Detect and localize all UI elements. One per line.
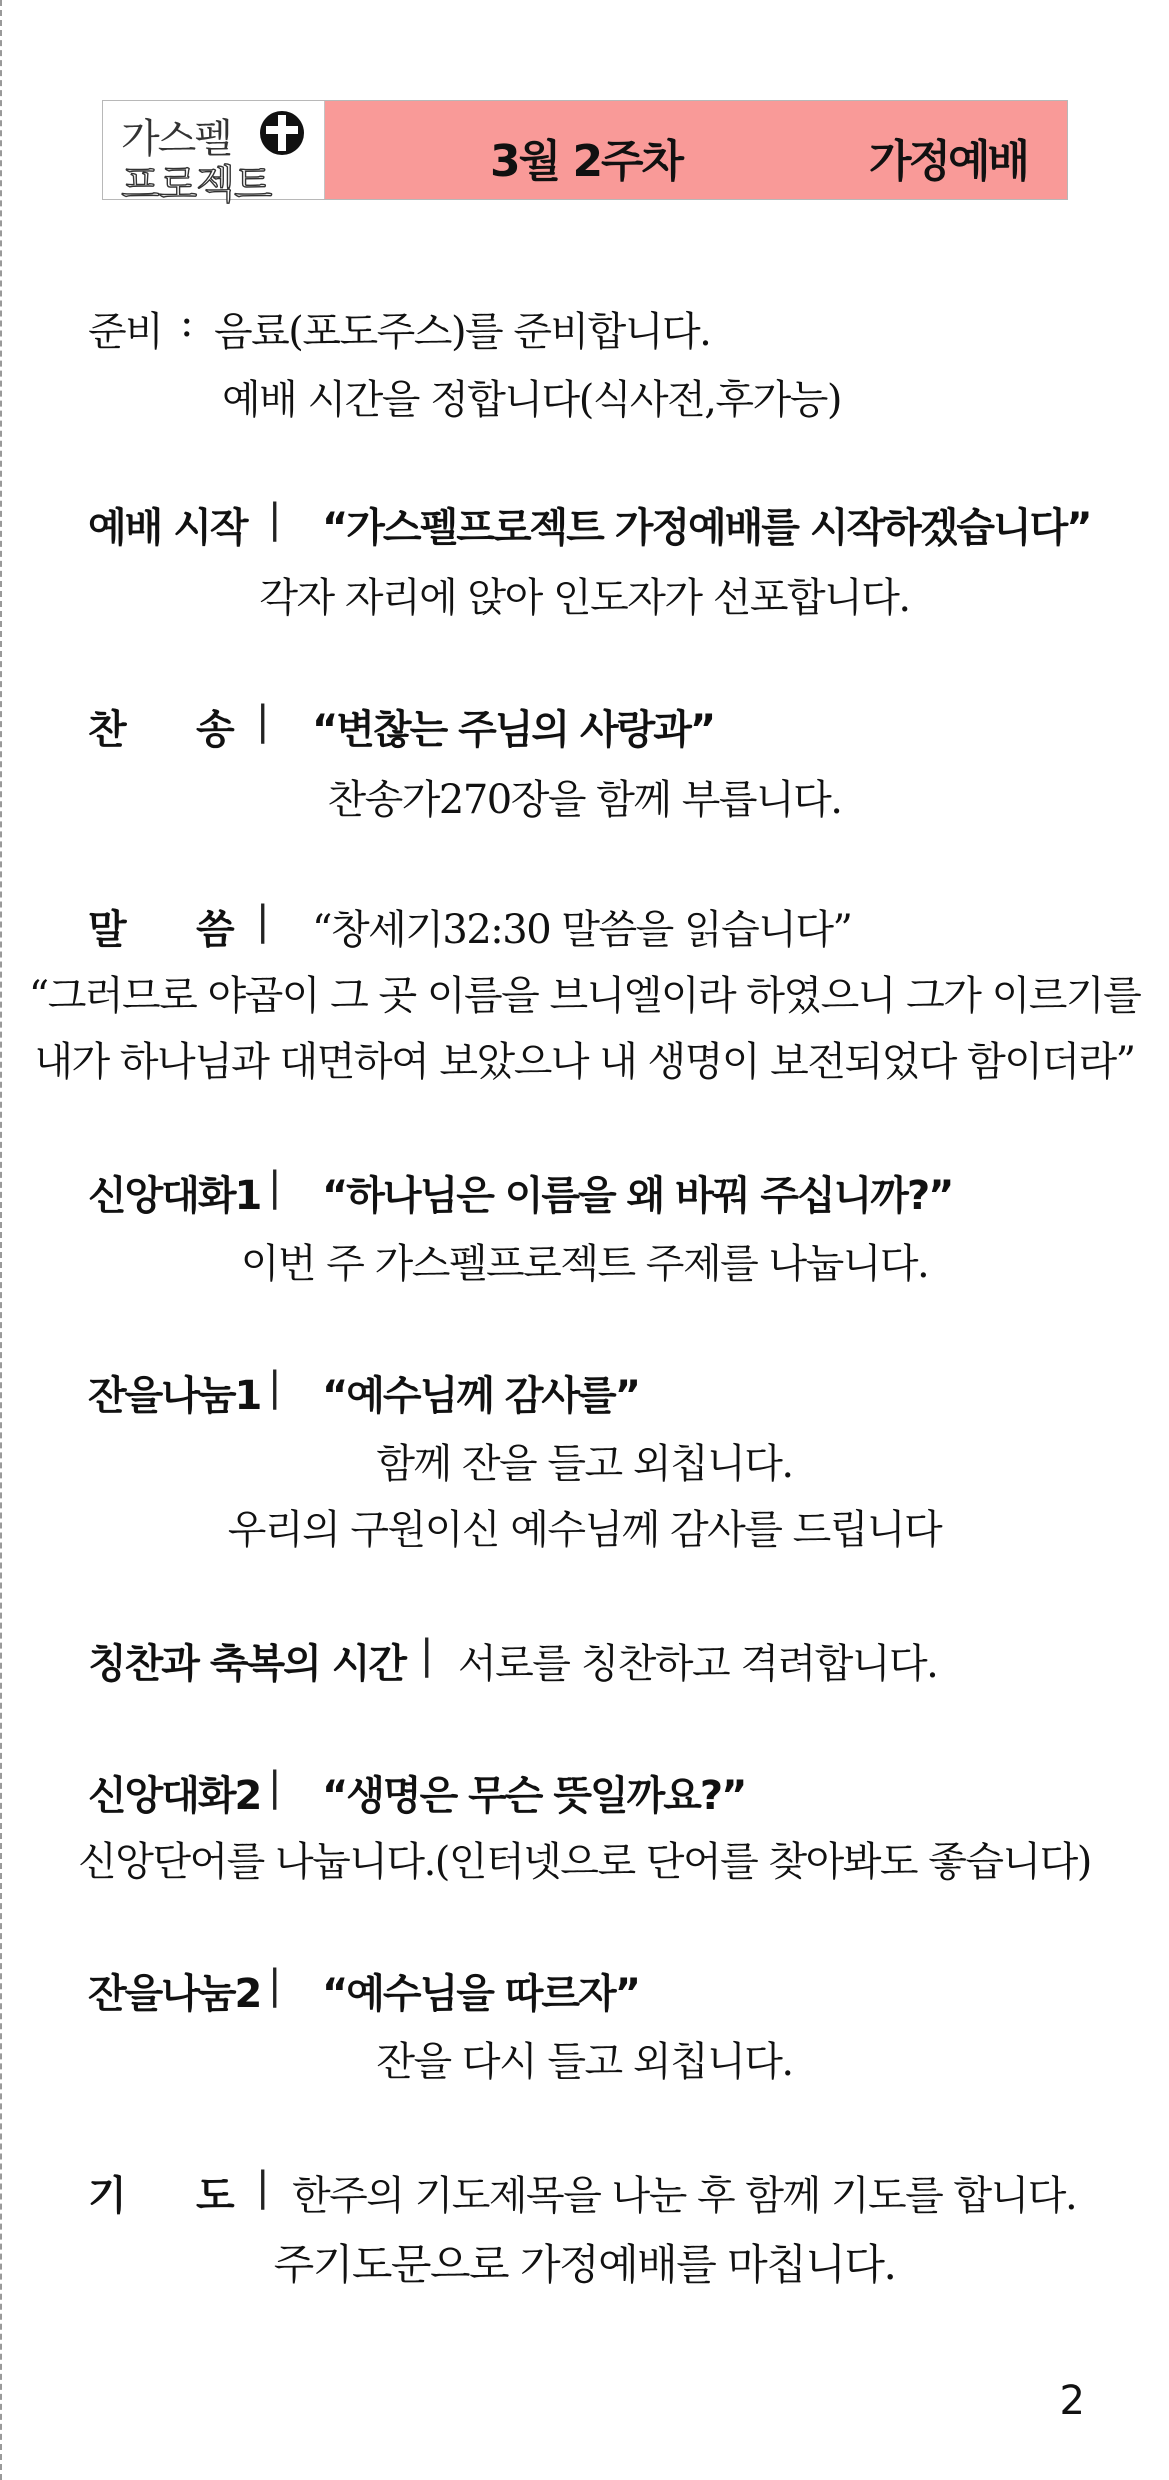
word-separator: | bbox=[256, 898, 270, 944]
cup1-quote: “예수님께 감사를” bbox=[322, 1373, 639, 1419]
prayer-separator: | bbox=[256, 2164, 270, 2210]
cup2-line1: 잔을 다시 들고 외칩니다. bbox=[376, 2039, 793, 2085]
prayer-label-1: 기 bbox=[88, 2173, 125, 2219]
word-quote: “창세기32:30 말씀을 읽습니다” bbox=[312, 907, 852, 953]
hymn-label-2: 송 bbox=[196, 707, 233, 753]
cup2-label: 잔을나눔2 bbox=[88, 1971, 261, 2017]
praise-label: 칭찬과 축복의 시간 bbox=[88, 1641, 405, 1687]
prayer-line2: 주기도문으로 가정예배를 마칩니다. bbox=[273, 2240, 896, 2289]
hymn-quote: “변찮는 주님의 사랑과” bbox=[312, 707, 715, 753]
start-separator: | bbox=[268, 496, 282, 542]
page-title: 가정예배 bbox=[868, 136, 1027, 187]
talk2-separator: | bbox=[268, 1764, 282, 1810]
header-band bbox=[325, 101, 1067, 199]
logo-text-bottom: 프로젝트 bbox=[121, 162, 272, 208]
cup1-line1: 함께 잔을 들고 외칩니다. bbox=[376, 1441, 793, 1487]
prep-line1: 음료(포도주스)를 준비합니다. bbox=[214, 309, 711, 355]
page-number: 2 bbox=[1059, 2378, 1085, 2424]
logo-text-top: 가스펠 bbox=[121, 116, 231, 162]
hymn-separator: | bbox=[256, 698, 270, 744]
scripture-line2: 내가 하나님과 대면하여 보았으나 내 생명이 보전되었다 함이더라” bbox=[34, 1039, 1135, 1085]
prep-line2: 예배 시간을 정합니다(식사전,후가능) bbox=[222, 377, 841, 423]
cup1-label: 잔을나눔1 bbox=[88, 1373, 261, 1419]
prayer-label-2: 도 bbox=[196, 2173, 233, 2219]
word-label-2: 씀 bbox=[196, 907, 233, 953]
hymn-line1: 찬송가270장을 함께 부릅니다. bbox=[327, 777, 842, 823]
cross-icon bbox=[260, 111, 304, 155]
cup2-separator: | bbox=[268, 1962, 282, 2008]
start-label: 예배 시작 bbox=[88, 505, 247, 551]
week-label: 3월 2주차 bbox=[490, 136, 683, 187]
cup1-separator: | bbox=[268, 1364, 282, 1410]
talk2-quote: “생명은 무슨 뜻일까요?” bbox=[322, 1773, 746, 1819]
praise-separator: | bbox=[420, 1632, 434, 1678]
header-banner bbox=[102, 100, 1068, 208]
talk1-quote: “하나님은 이름을 왜 바꿔 주십니까?” bbox=[322, 1173, 953, 1219]
scripture-line1: “그러므로 야곱이 그 곳 이름을 브니엘이라 하였으니 그가 이르기를 bbox=[28, 973, 1141, 1019]
prep-label: 준비 bbox=[88, 309, 163, 355]
talk2-line1: 신앙단어를 나눕니다.(인터넷으로 단어를 찾아봐도 좋습니다) bbox=[78, 1839, 1091, 1885]
word-label-1: 말 bbox=[88, 907, 125, 953]
praise-line1: 서로를 칭찬하고 격려합니다. bbox=[458, 1641, 938, 1687]
cup1-line2: 우리의 구원이신 예수님께 감사를 드립니다 bbox=[227, 1507, 942, 1553]
start-line1: 각자 자리에 앉아 인도자가 선포합니다. bbox=[259, 575, 910, 621]
gospel-project-logo bbox=[103, 101, 325, 208]
talk1-separator: | bbox=[268, 1164, 282, 1210]
talk1-label: 신앙대화1 bbox=[88, 1173, 261, 1219]
prep-colon: : bbox=[180, 300, 192, 346]
start-quote: “가스펠프로젝트 가정예배를 시작하겠습니다” bbox=[322, 505, 1091, 551]
prayer-line1: 한주의 기도제목을 나눈 후 함께 기도를 합니다. bbox=[292, 2173, 1077, 2219]
talk2-label: 신앙대화2 bbox=[88, 1773, 261, 1819]
talk1-line1: 이번 주 가스펠프로젝트 주제를 나눕니다. bbox=[240, 1241, 929, 1287]
hymn-label-1: 찬 bbox=[88, 707, 125, 753]
cup2-quote: “예수님을 따르자” bbox=[322, 1971, 639, 2017]
